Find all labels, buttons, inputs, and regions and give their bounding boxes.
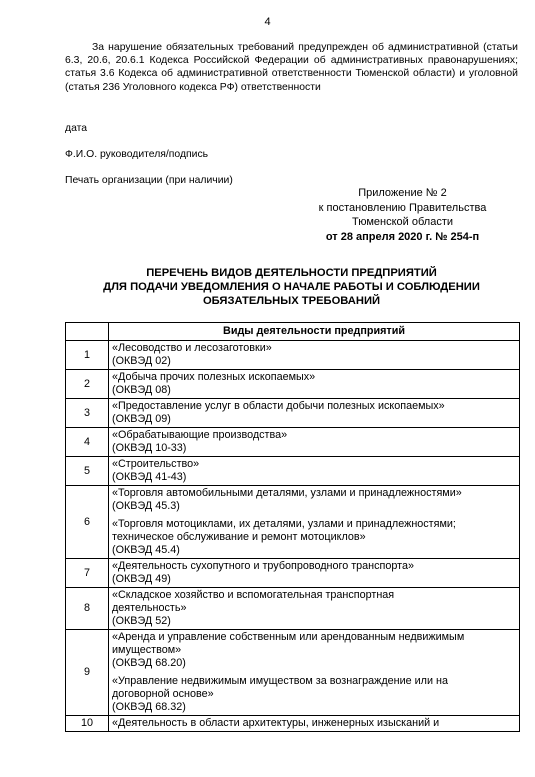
appendix-region: Тюменской области — [351, 216, 453, 228]
row-activity — [109, 588, 520, 630]
row-number: 4 — [66, 428, 109, 457]
activity-name-cont: имуществом» — [112, 644, 182, 656]
activity-code: (ОКВЭД 10-33) — [112, 442, 187, 454]
table-row — [66, 457, 520, 486]
appendix-ref: к постановлению Правительства — [318, 201, 487, 214]
appendix-date: от 28 апреля 2020 г. № 254-п — [325, 230, 480, 243]
activity-name: «Лесоводство и лесозаготовки» — [112, 342, 272, 354]
activity-name: «Строительство» — [112, 458, 200, 470]
row-activity — [109, 630, 520, 716]
date-field-label: дата — [65, 123, 88, 134]
activity-code: (ОКВЭД 02) — [112, 355, 171, 367]
title-line-1: ПЕРЕЧЕНЬ ВИДОВ ДЕЯТЕЛЬНОСТИ ПРЕДПРИЯТИЙ — [146, 267, 437, 279]
page-number: 4 — [264, 16, 271, 28]
activity-name: «Предоставление услуг в области добычи полезных ископаемых» — [112, 400, 445, 412]
appendix-number: Приложение № 2 — [358, 187, 447, 199]
row-number: 6 — [66, 486, 109, 559]
activity-name: «Деятельность сухопутного и трубопроводного транспорта» — [112, 560, 414, 572]
title-line-3: ОБЯЗАТЕЛЬНЫХ ТРЕБОВАНИЙ — [202, 295, 381, 307]
activity-name-second-cont: техническое обслуживание и ремонт мотоциклов» — [112, 531, 366, 543]
table-row — [66, 341, 520, 370]
table-row — [66, 588, 520, 630]
row-activity — [109, 716, 520, 732]
row-number: 5 — [66, 457, 109, 486]
activity-name: «Торговля автомобильными деталями, узлами и принадлежностями» — [112, 487, 462, 499]
table-row — [66, 559, 520, 588]
warning-text: За нарушение обязательных требований предупрежден об административной (статьи 6.3, 20.6, 20.6.1 Кодекса Российской Федерации об административных правонарушениях; статья 3.6 Кодекса об административной ответственности Тюменской области) и уголовной (статья 236 Уголовного кодекса РФ) ответственности — [65, 42, 518, 93]
activity-code: (ОКВЭД 52) — [112, 615, 171, 627]
row-activity — [109, 399, 520, 428]
activity-name: «Деятельность в области архитектуры, инженерных изысканий и — [112, 717, 440, 729]
row-number: 7 — [66, 559, 109, 588]
activity-code-second: (ОКВЭД 45.4) — [112, 544, 180, 556]
activity-name-second: «Управление недвижимым имуществом за вознаграждение или на — [112, 675, 448, 687]
table-row — [66, 428, 520, 457]
activity-code: (ОКВЭД 45.3) — [112, 500, 180, 512]
row-number: 2 — [66, 370, 109, 399]
activity-code: (ОКВЭД 49) — [112, 573, 171, 585]
activity-name-cont: деятельность» — [112, 602, 187, 614]
row-activity — [109, 559, 520, 588]
row-number: 3 — [66, 399, 109, 428]
activity-name: «Добыча прочих полезных ископаемых» — [112, 371, 316, 383]
row-number: 10 — [66, 716, 109, 732]
header-activity-cell: Виды деятельности предприятий — [109, 323, 520, 341]
row-activity — [109, 341, 520, 370]
activity-code: (ОКВЭД 08) — [112, 384, 171, 396]
activities-table — [65, 322, 520, 732]
signature-field-label: Ф.И.О. руководителя/подпись — [65, 149, 209, 160]
table-row — [66, 630, 520, 716]
row-activity — [109, 486, 520, 559]
activity-code: (ОКВЭД 09) — [112, 413, 171, 425]
activity-code: (ОКВЭД 41-43) — [112, 471, 187, 483]
table-row — [66, 370, 520, 399]
header-number-cell — [66, 323, 109, 341]
activity-name: «Обрабатывающие производства» — [112, 429, 288, 441]
activity-name-second-cont: договорной основе» — [112, 688, 214, 700]
row-activity — [109, 457, 520, 486]
table-row — [66, 399, 520, 428]
activity-name: «Аренда и управление собственным или арендованным недвижимым — [112, 631, 465, 643]
warning-paragraph — [65, 41, 518, 94]
table-row — [66, 486, 520, 559]
appendix-block — [300, 186, 505, 244]
activity-name-second: «Торговля мотоциклами, их деталями, узлами и принадлежностями; — [112, 518, 456, 530]
activity-code-second: (ОКВЭД 68.32) — [112, 701, 186, 713]
row-activity — [109, 370, 520, 399]
document-title — [65, 266, 518, 308]
row-number: 9 — [66, 630, 109, 716]
table-row — [66, 716, 520, 732]
row-number: 1 — [66, 341, 109, 370]
seal-field-label: Печать организации (при наличии) — [65, 175, 233, 186]
activity-name: «Складское хозяйство и вспомогательная транспортная — [112, 589, 395, 601]
activity-code: (ОКВЭД 68.20) — [112, 657, 186, 669]
table-header-row — [66, 323, 520, 341]
title-line-2: ДЛЯ ПОДАЧИ УВЕДОМЛЕНИЯ О НАЧАЛЕ РАБОТЫ И СОБЛЮДЕНИИ — [103, 281, 480, 293]
row-number: 8 — [66, 588, 109, 630]
row-activity — [109, 428, 520, 457]
